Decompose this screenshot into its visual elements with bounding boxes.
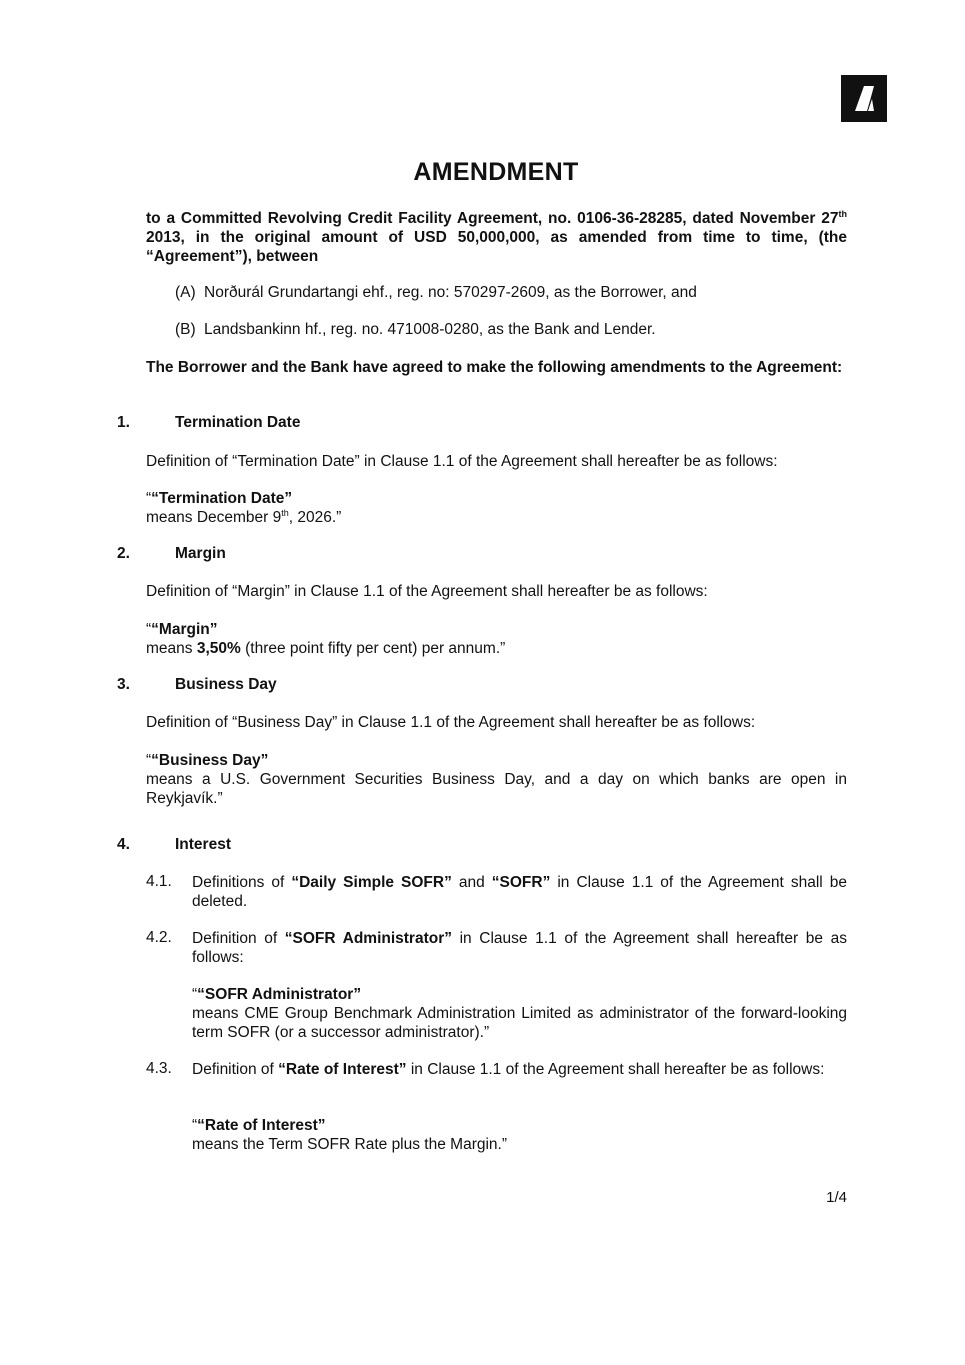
defined-term: “Termination Date” (151, 490, 293, 507)
subsection-number: 4.1. (146, 873, 172, 890)
section-lead: Definition of “Termination Date” in Clause 1.1 of the Agreement shall hereafter be as follows: (146, 453, 778, 470)
subsection-4-1: Definitions of “Daily Simple SOFR” and “SOFR” in Clause 1.1 of the Agreement shall be deleted. (192, 874, 847, 910)
definition-block: ““Margin” means 3,50% (three point fifty per cent) per annum.” (146, 621, 506, 657)
party-text: Norðurál Grundartangi ehf., reg. no: 570297-2609, as the Borrower, and (204, 284, 697, 301)
party-label: (A) (175, 284, 196, 301)
section-lead: Definition of “Business Day” in Clause 1.1 of the Agreement shall hereafter be as follows: (146, 714, 756, 731)
section-number: 4. (117, 836, 130, 853)
section-title-termination-date: Termination Date (175, 414, 301, 431)
subsection-4-3: Definition of “Rate of Interest” in Clause 1.1 of the Agreement shall hereafter be as follows: (192, 1061, 825, 1078)
definition-block: ““Termination Date” means December 9th, 2026.” (146, 490, 342, 526)
party-b (175, 321, 656, 339)
party-label: (B) (175, 321, 196, 338)
section-lead: Definition of “Margin” in Clause 1.1 of the Agreement shall hereafter be as follows: (146, 583, 708, 600)
definition-block: ““Rate of Interest” means the Term SOFR Rate plus the Margin.” (192, 1117, 508, 1153)
defined-term: “Business Day” (151, 752, 269, 769)
subsection-number: 4.2. (146, 929, 172, 946)
section-number: 1. (117, 414, 130, 431)
section-number: 3. (117, 676, 130, 693)
defined-term: “Margin” (151, 621, 218, 638)
logo-mark-icon (841, 75, 887, 122)
section-title-interest: Interest (175, 836, 231, 853)
intro-paragraph: to a Committed Revolving Credit Facility Agreement, no. 0106-36-28285, dated November 27th 2013, in the original amount of USD 50,000,000, as amended from time to time, (the “Agreement”), between (146, 209, 847, 265)
section-number: 2. (117, 545, 130, 562)
document-title: AMENDMENT (413, 158, 579, 186)
definition-block: ““SOFR Administrator” means CME Group Benchmark Administration Limited as administrator of the forward-looking term SOFR (or a successor administrator).” (192, 986, 847, 1041)
subsection-4-2: Definition of “SOFR Administrator” in Clause 1.1 of the Agreement shall hereafter be as follows: (192, 930, 847, 966)
page-number: 1/4 (826, 1189, 847, 1206)
agreement-statement: The Borrower and the Bank have agreed to make the following amendments to the Agreement: (146, 359, 843, 376)
section-title-margin: Margin (175, 545, 226, 562)
landsbankinn-logo (841, 75, 887, 122)
party-a (175, 284, 697, 302)
defined-term: “Rate of Interest” (197, 1117, 326, 1134)
party-text: Landsbankinn hf., reg. no. 471008-0280, as the Bank and Lender. (204, 321, 656, 338)
definition-block: ““Business Day” means a U.S. Government Securities Business Day, and a day on which banks are open in Reykjavík.” (146, 752, 847, 807)
section-title-business-day: Business Day (175, 676, 277, 693)
subsection-number: 4.3. (146, 1060, 172, 1077)
defined-term: “SOFR Administrator” (197, 986, 362, 1003)
